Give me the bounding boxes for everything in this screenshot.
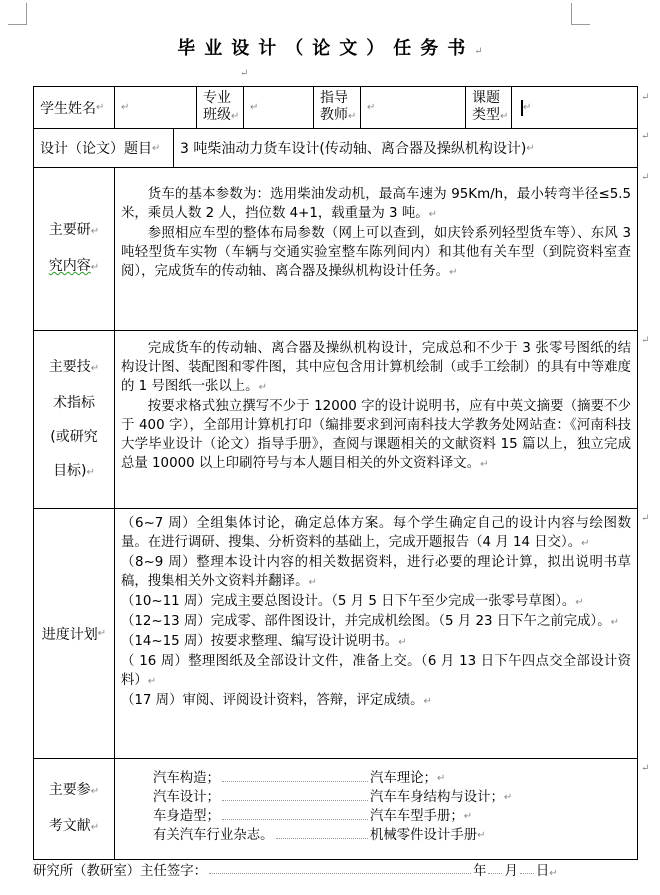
reference-line xyxy=(153,826,637,845)
paragraph-mark-icon: ↵ xyxy=(240,68,249,79)
paragraph-mark-icon: ↵ xyxy=(477,830,486,841)
row-end-mark-icon: ↵ xyxy=(641,763,650,774)
dot-leader xyxy=(276,826,368,839)
paragraph-mark-icon: ↵ xyxy=(480,459,489,470)
paragraph-mark-icon: ↵ xyxy=(86,466,95,478)
paragraph-mark-icon: ↵ xyxy=(549,868,558,879)
paragraph-mark-icon: ↵ xyxy=(308,577,317,588)
schedule-item: （12~13 周）完成零、部件图设计，并完成机绘图。（5 月 23 日下午之前完成）。 xyxy=(121,614,611,629)
paragraph-mark-icon: ↵ xyxy=(90,362,100,374)
advisor-label-line2: 教师 xyxy=(320,107,348,123)
major-class-field[interactable] xyxy=(244,87,314,128)
paragraph-mark-icon: ↵ xyxy=(231,111,240,122)
task-table xyxy=(33,86,638,860)
schedule-row xyxy=(34,509,637,759)
row-end-mark-icon: ↵ xyxy=(641,172,650,183)
paragraph-mark-icon: ↵ xyxy=(90,786,100,797)
major-label: 专业 xyxy=(203,90,231,106)
topic-value: 3 吨柴油动力货车设计(传动轴、离合器及操纵机构设计) xyxy=(180,141,527,157)
technical-targets-label-line3: (或研究 xyxy=(50,428,98,445)
signature-field[interactable] xyxy=(209,873,471,874)
dot-leader xyxy=(222,807,368,820)
paragraph-mark-icon: ↵ xyxy=(423,696,432,707)
references-label-line1: 主要参 xyxy=(48,782,91,798)
paragraph-mark-icon: ↵ xyxy=(152,142,161,154)
dot-leader xyxy=(222,788,368,801)
paragraph-mark-icon: ↵ xyxy=(575,597,584,608)
reference-item: 汽车构造； xyxy=(153,771,220,786)
paragraph-mark-icon: ↵ xyxy=(97,628,107,639)
advisor-field[interactable] xyxy=(361,87,466,128)
schedule-text[interactable] xyxy=(115,509,637,758)
paragraph-mark-icon: ↵ xyxy=(250,102,259,113)
paragraph-mark-icon: ↵ xyxy=(581,538,590,549)
paragraph-mark-icon: ↵ xyxy=(121,102,130,113)
reference-item: 有关汽车行业杂志。 xyxy=(153,828,274,843)
month-field[interactable] xyxy=(488,873,502,874)
paragraph-mark-icon: ↵ xyxy=(348,111,357,122)
paragraph-mark-icon: ↵ xyxy=(398,637,407,648)
row-end-mark-icon: ↵ xyxy=(641,92,650,103)
research-content-label-line2: 究内容 xyxy=(48,258,91,274)
paragraph-mark-icon: ↵ xyxy=(523,102,532,113)
reference-item: 汽车车身结构与设计； xyxy=(370,790,504,805)
paragraph-mark-icon: ↵ xyxy=(500,111,509,122)
research-content-label-line1: 主要研 xyxy=(48,222,91,238)
paragraph-mark-icon: ↵ xyxy=(90,822,100,833)
row-end-mark-icon: ↵ xyxy=(641,335,650,346)
technical-targets-row xyxy=(34,331,637,509)
paragraph-mark-icon: ↵ xyxy=(474,46,483,57)
student-name-label: 学生姓名 xyxy=(40,100,96,117)
paragraph-mark-icon: ↵ xyxy=(463,811,473,822)
reference-line xyxy=(153,788,637,807)
day-field[interactable] xyxy=(520,873,534,874)
schedule-item: （10~11 周）完成主要总图设计。（5 月 5 日下午至少完成一张零号草图）。 xyxy=(121,594,576,609)
topic-type-label-line2: 类型 xyxy=(472,107,500,123)
reference-item: 汽车设计； xyxy=(153,790,220,805)
technical-targets-label-line1: 主要技 xyxy=(48,358,91,375)
topic-label-cell xyxy=(34,129,174,167)
schedule-label-cell xyxy=(34,509,115,758)
research-paragraph: 货车的基本参数为：选用柴油发动机，最高车速为 95Km/h，最小转弯半径≤5.5 米，乘员人数 2 人，挡位数 4+1，载重量为 3 吨。 xyxy=(121,187,631,221)
topic-type-label-line1: 课题 xyxy=(472,90,500,106)
paragraph-mark-icon: ↵ xyxy=(610,617,619,628)
technical-targets-label-line2: 术指标 xyxy=(53,394,95,411)
references-list[interactable] xyxy=(115,759,637,859)
paragraph-mark-icon: ↵ xyxy=(147,676,157,687)
research-paragraph: 参照相应车型的整体布局参数（网上可以查到，如庆铃系列轻型货车等）、东风 3 吨轻型货车实物（车辆与交通实验室整车陈列间内）和其他有关车型（到院资料室查阅），完成货车的传动轴、离合器及操纵机构设计任务。 xyxy=(121,226,631,279)
reference-item: 机械零件设计手册 xyxy=(370,828,478,843)
student-name-field[interactable] xyxy=(115,87,197,128)
year-label: 年 xyxy=(473,864,487,879)
paragraph-mark-icon: ↵ xyxy=(96,102,105,113)
reference-item: 汽车理论； xyxy=(370,771,437,786)
schedule-item: （8~9 周）整理本设计内容的相关数据资料，进行必要的理论计算，拟出说明书草稿，搜集相关外文资料并翻译。 xyxy=(121,555,631,589)
schedule-item: （ 16 周）整理图纸及全部设计文件，准备上交。（6 月 13 日下午四点交全部设计资料） xyxy=(121,654,631,688)
paragraph-mark-icon: ↵ xyxy=(449,267,458,278)
reference-item: 汽车车型手册； xyxy=(370,809,464,824)
technical-targets-text[interactable] xyxy=(115,331,637,508)
technical-paragraph: 按要求格式独立撰写不少于 12000 字的设计说明书，应有中英文摘要（摘要不少于 400 字），全部用计算机打印（编排要求到河南科技大学教务处网站查：《河南科技大学毕业设计（论文）指导手册》，查阅与课题相关的文献资料 15 篇以上，独立完成总量 10000 以上印刷符号与本人题目相关的外文资料译文。 xyxy=(121,399,631,471)
reference-line xyxy=(153,807,637,826)
references-row xyxy=(34,759,637,859)
paragraph-mark-icon: ↵ xyxy=(526,142,535,154)
paragraph-mark-icon: ↵ xyxy=(367,102,376,113)
topic-type-field[interactable] xyxy=(512,87,637,128)
topic-row xyxy=(34,129,637,168)
research-content-text[interactable] xyxy=(115,168,637,330)
paragraph-mark-icon: ↵ xyxy=(436,773,446,784)
document-title xyxy=(0,34,660,60)
student-name-label-cell xyxy=(34,87,115,128)
signature-line xyxy=(33,860,638,879)
paragraph-mark-icon: ↵ xyxy=(90,226,100,237)
paragraph-mark-icon: ↵ xyxy=(503,792,513,803)
document-title-text: 毕业设计（论文）任务书 xyxy=(177,38,475,59)
technical-paragraph: 完成货车的传动轴、离合器及操纵机构设计，完成总和不少于 3 张零号图纸的结构设计图、装配图和零件图，其中应包含用计算机绘制（或手工绘制）的具有中等难度的 1 号图纸一张以上。 xyxy=(121,341,631,394)
signature-label: 研究所（教研室）主任签字： xyxy=(33,864,208,879)
paragraph-mark-icon: ↵ xyxy=(428,209,438,220)
technical-targets-label-line4: 目标) xyxy=(53,462,87,479)
references-label-line2: 考文献 xyxy=(48,818,91,834)
dot-leader xyxy=(222,769,368,782)
research-content-label-cell xyxy=(34,168,115,330)
class-label: 班级 xyxy=(203,107,231,123)
page-corner-mark-top-right xyxy=(571,3,590,25)
schedule-item: （17 周）审阅、评阅设计资料，答辩，评定成绩。 xyxy=(121,693,424,708)
paragraph-mark-icon: ↵ xyxy=(90,262,100,273)
topic-type-label-cell xyxy=(466,87,512,128)
advisor-label-cell xyxy=(314,87,361,128)
page-corner-mark-top-left xyxy=(8,3,27,25)
month-label: 月 xyxy=(504,864,518,879)
schedule-label: 进度计划 xyxy=(41,626,98,643)
row-end-mark-icon: ↵ xyxy=(641,131,650,142)
topic-label: 设计（论文）题目 xyxy=(40,141,152,157)
reference-item: 车身造型； xyxy=(153,809,220,824)
day-label: 日 xyxy=(535,864,550,879)
research-content-row xyxy=(34,168,637,331)
major-class-label-cell xyxy=(197,87,244,128)
row-end-mark-icon: ↵ xyxy=(641,513,650,524)
advisor-label-line1: 指导 xyxy=(320,90,348,106)
paragraph-mark-icon: ↵ xyxy=(258,382,267,393)
header-info-row xyxy=(34,87,637,129)
schedule-item: （14~15 周）按要求整理、编写设计说明书。 xyxy=(121,634,399,649)
reference-line xyxy=(153,769,637,788)
technical-targets-label-cell xyxy=(34,331,115,508)
schedule-item: （6~7 周）全组集体讨论，确定总体方案。每个学生确定自己的设计内容与绘图数量。在进行调研、搜集、分析资料的基础上，完成开题报告（4 月 14 日交）。 xyxy=(121,516,631,550)
topic-field[interactable] xyxy=(174,129,637,167)
references-label-cell xyxy=(34,759,115,859)
